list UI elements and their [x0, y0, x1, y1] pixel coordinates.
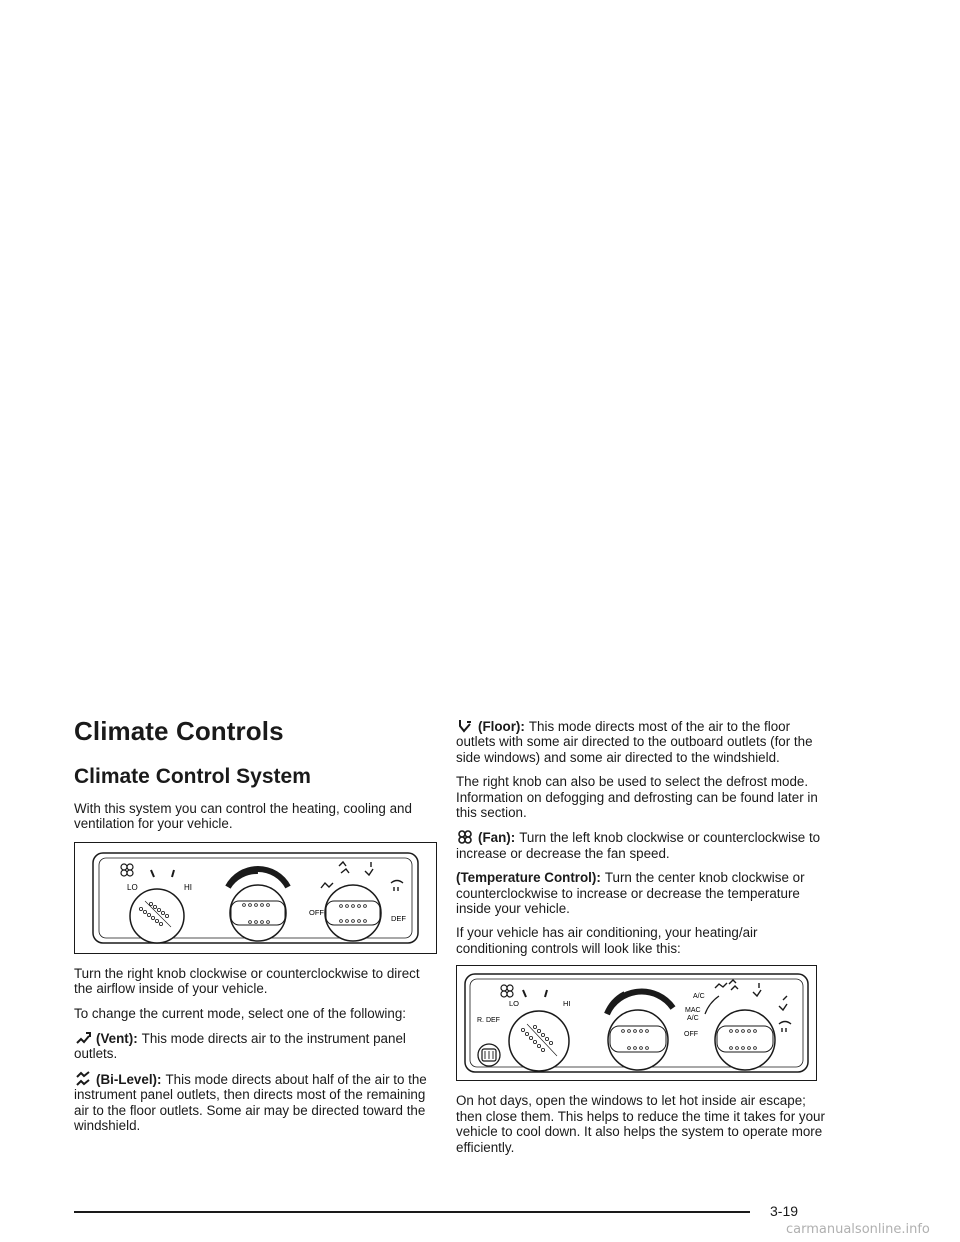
page-number: 3-19 [770, 1203, 799, 1219]
fan-text: Turn the left knob clockwise or counterclockwise to increase or decrease the fan speed. [456, 830, 821, 861]
def-label: DEF [391, 913, 406, 923]
defrost-paragraph: The right knob can also be used to select the defrost mode. Information on defogging and defrosting can be found later in this section. [456, 774, 818, 821]
watermark: carmanualsonline.info [786, 1222, 930, 1237]
vent-term: (Vent): [96, 1031, 138, 1047]
bilevel-icon [74, 1071, 92, 1087]
vent-paragraph [74, 1030, 436, 1062]
footer-rule [74, 1211, 750, 1213]
change-mode-paragraph: To change the current mode, select one of the following: [74, 1005, 406, 1021]
fan-knob [130, 889, 184, 943]
climate-panel-figure [74, 842, 437, 954]
hi-label: HI [184, 882, 192, 892]
temperature-paragraph [456, 870, 826, 916]
lo-label: LO [509, 999, 520, 1009]
fan-term: (Fan): [478, 830, 516, 846]
bilevel-paragraph [74, 1071, 436, 1134]
bilevel-term: (Bi-Level): [96, 1071, 162, 1087]
off-label: OFF [684, 1031, 698, 1039]
temperature-text: Turn the center knob clockwise or counterclockwise to increase or decrease the temperature inside your vehicle. [456, 870, 805, 917]
floor-text: This mode directs most of the air to the floor outlets with some air directed to the outboard outlets (for the side windows) and some air directed to the windshield. [456, 719, 813, 765]
fan-icon [456, 829, 474, 845]
rear-defrost-label: R. DEF [477, 1017, 500, 1025]
vent-icon [74, 1030, 92, 1046]
rear-defrost-button [478, 1044, 500, 1066]
lo-label: LO [127, 882, 138, 892]
max-ac-label-bottom: A/C [687, 1015, 699, 1023]
temperature-term: (Temperature Control): [456, 870, 601, 886]
ac-label: A/C [693, 993, 705, 1001]
ac-intro-paragraph: If your vehicle has air conditioning, your heating/air conditioning controls will look like this: [456, 925, 758, 956]
vent-text: This mode directs air to the instrument panel outlets. [74, 1031, 406, 1062]
off-label: OFF [309, 907, 324, 917]
hi-label: HI [563, 999, 571, 1009]
fan-paragraph [456, 829, 826, 861]
max-ac-label-top: MAC [685, 1007, 701, 1015]
right-column [456, 718, 826, 1164]
ac-climate-panel-figure [456, 965, 817, 1081]
hot-days-paragraph: On hot days, open the windows to let hot inside air escape; then close them. This helps to reduce the time it takes for your vehicle to cool down. It also helps the system to operate more efficiently. [456, 1093, 825, 1155]
section-heading: Climate Control System [74, 765, 311, 788]
bilevel-text: This mode directs about half of the air to the instrument panel outlets, then directs most of the remaining air to the floor outlets. Some air may be directed toward the windshield. [74, 1071, 427, 1134]
fan-knob [509, 1011, 569, 1071]
right-knob-paragraph: Turn the right knob clockwise or counterclockwise to direct the airflow inside of your vehicle. [74, 965, 420, 997]
floor-paragraph [456, 718, 826, 765]
left-column [74, 716, 436, 1142]
page-heading: Climate Controls [74, 716, 284, 746]
floor-icon [456, 718, 474, 734]
intro-paragraph: With this system you can control the heating, cooling and ventilation for your vehicle. [74, 801, 412, 832]
mode-knob [325, 885, 381, 941]
floor-term: (Floor): [478, 719, 525, 734]
